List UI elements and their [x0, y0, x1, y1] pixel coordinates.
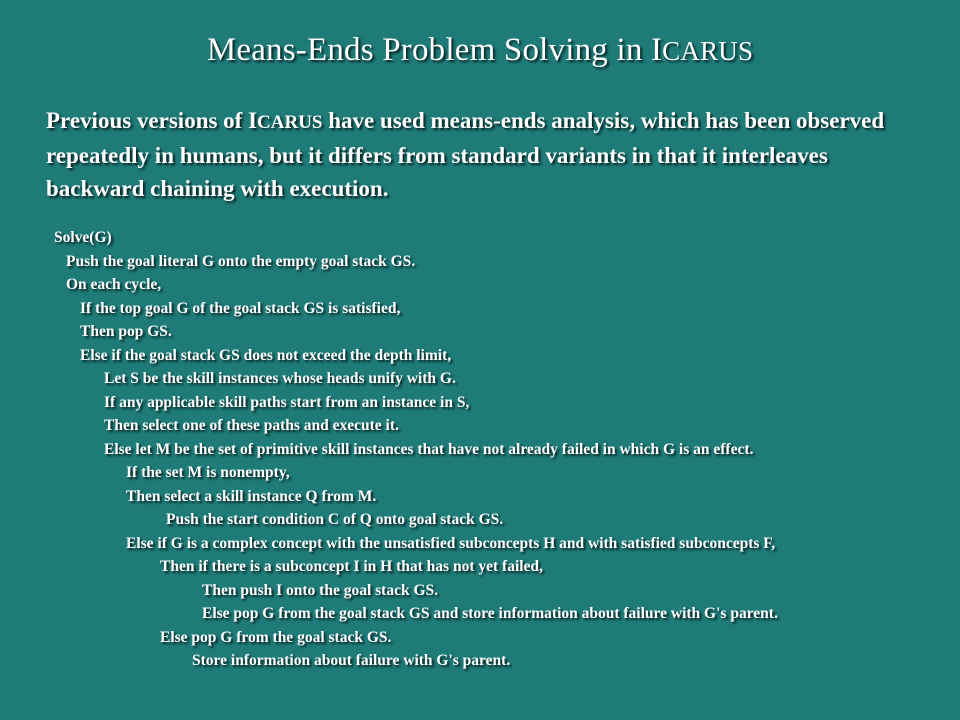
title-main: Means-Ends Problem Solving in I	[206, 32, 663, 68]
algo-line: If the top goal G of the goal stack GS is satisfied,	[80, 299, 401, 317]
intro-part2: have used means-ends analysis, which has been observed repeatedly in humans, but it differs from standard variants in that it interleaves backward chaining with execution.	[46, 108, 885, 201]
algo-line: Let S be the skill instances whose heads unify with G.	[104, 370, 456, 387]
algo-line: Else if G is a complex concept with the unsatisfied subconcepts H and with satisfied subconcepts F,	[126, 534, 776, 552]
intro-smallcaps: CARUS	[257, 112, 323, 133]
algo-line: On each cycle,	[66, 276, 162, 293]
algo-line: Then push I onto the goal stack GS.	[202, 581, 439, 599]
algo-line: If the set M is nonempty,	[126, 464, 290, 481]
algo-line: Push the goal literal G onto the empty goal stack GS.	[66, 252, 416, 270]
slide-title	[0, 32, 960, 69]
algo-line: If any applicable skill paths start from an instance in S,	[104, 393, 470, 411]
algo-line: Then select a skill instance Q from M.	[126, 487, 377, 505]
intro-paragraph	[46, 104, 926, 205]
algorithm-listing	[54, 226, 944, 673]
intro-part1: Previous versions of I	[46, 108, 258, 133]
title-smallcaps: CARUS	[662, 36, 754, 66]
algo-line: Solve(G)	[54, 229, 112, 246]
algo-line: Store information about failure with G's parent.	[192, 652, 511, 669]
algo-line: Else let M be the set of primitive skill instances that have not already failed in which G is an effect.	[104, 440, 754, 458]
algo-line: Else if the goal stack GS does not exceed the depth limit,	[80, 346, 452, 364]
algo-line: Else pop G from the goal stack GS and store information about failure with G's parent.	[202, 605, 778, 622]
algo-line: Else pop G from the goal stack GS.	[160, 628, 392, 646]
algo-line: Push the start condition C of Q onto goal stack GS.	[166, 511, 504, 528]
algo-line: Then select one of these paths and execute it.	[104, 417, 399, 434]
algo-line: Then pop GS.	[80, 323, 172, 340]
algo-line: Then if there is a subconcept I in H that has not yet failed,	[160, 558, 543, 575]
